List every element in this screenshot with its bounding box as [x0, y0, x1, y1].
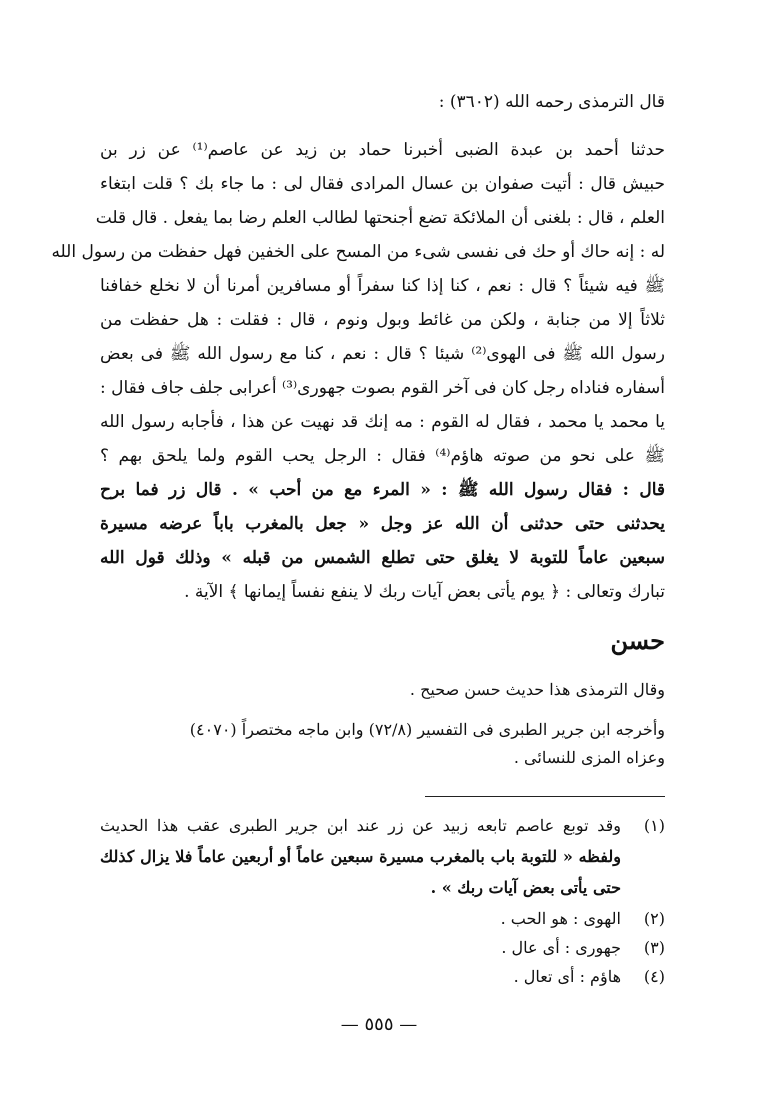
- footnote-number: (٤): [643, 967, 665, 986]
- footnote-text: وقد توبع عاصم تابعه زبيد عن زر عند ابن جرير الطبرى عقب هذا الحديث: [100, 816, 622, 835]
- hadith-line: رسول الله ﷺ فى الهوى⁽²⁾ شيئا ؟ قال : نعم ، كنا مع رسول الله ﷺ فى بعض: [100, 344, 665, 364]
- footnote-text: حتى يأتى بعض آيات ربك » .: [430, 878, 621, 897]
- note-line: وأخرجه ابن جرير الطبرى فى التفسير (٧٢/٨) وابن ماجه مختصراً (٤٠٧٠): [189, 720, 665, 739]
- footnote-text: جهورى : أى عال .: [501, 938, 621, 957]
- footnote-divider: [425, 796, 665, 797]
- footnote-text: ولفظه « للتوبة باب بالمغرب مسيرة سبعين عاماً أو أربعين عاماً فلا يزال كذلك: [100, 847, 621, 866]
- footnote-text: هاؤم : أى تعال .: [513, 967, 621, 986]
- hadith-line: العلم ، قال : بلغنى أن الملائكة تضع أجنحتها لطالب العلم رضا بما يفعل . قال قلت: [95, 208, 665, 228]
- footnote-number: (٢): [643, 909, 665, 928]
- hadith-line: ﷺ على نحو من صوته هاؤم⁽⁴⁾ فقال : الرجل يحب القوم ولما يلحق بهم ؟: [100, 446, 665, 466]
- hadith-line: ثلاثاً إلا من جنابة ، ولكن من غائط وبول ونوم ، قال : فقلت : هل حفظت من: [100, 310, 665, 330]
- hadith-line: حبيش قال : أتيت صفوان بن عسال المرادى فقال لى : ما جاء بك ؟ قلت ابتغاء: [100, 174, 665, 194]
- chapter-heading: قال الترمذى رحمه الله (٣٦٠٢) :: [438, 92, 665, 112]
- hadith-line: ﷺ فيه شيئاً ؟ قال : نعم ، كنا إذا كنا سفراً أو مسافرين أمرنا أن لا نخلع خفافنا: [100, 276, 665, 296]
- hadith-line: تبارك وتعالى : ﴿ يوم يأتى بعض آيات ربك لا ينفع نفساً إيمانها ﴾ الآية .: [184, 582, 665, 602]
- hadith-line: سبعين عاماً للتوبة لا يغلق حتى تطلع الشمس من قبله » وذلك قول الله: [100, 548, 665, 568]
- grade-label: حسن: [610, 626, 665, 655]
- footnote-number: (٣): [643, 938, 665, 957]
- hadith-line: أسفاره فناداه رجل كان فى آخر القوم بصوت جهورى⁽³⁾ أعرابى جلف جاف فقال :: [100, 378, 665, 398]
- hadith-line: له : إنه حاك أو حك فى نفسى شىء من المسح على الخفين فهل حفظت من رسول الله: [51, 242, 665, 262]
- footnote-text: الهوى : هو الحب .: [500, 909, 621, 928]
- page-number: — ٥٥٥ —: [340, 1014, 418, 1035]
- note-line: وقال الترمذى هذا حديث حسن صحيح .: [409, 680, 665, 699]
- hadith-line: حدثنا أحمد بن عبدة الضبى أخبرنا حماد بن زيد عن عاصم⁽¹⁾ عن زر بن: [100, 140, 666, 160]
- hadith-line: يا محمد يا محمد ، فقال له القوم : مه إنك قد نهيت عن هذا ، فأجابه رسول الله: [100, 412, 665, 432]
- hadith-line: يحدثنى حتى حدثنى أن الله عز وجل « جعل بالمغرب باباً عرضه مسيرة: [100, 514, 665, 534]
- footnote-number: (١): [643, 816, 665, 835]
- hadith-line: قال : فقال رسول الله ﷺ : « المرء مع من أحب » . قال زر فما برح: [100, 480, 665, 500]
- note-line: وعزاه المزى للنسائى .: [513, 748, 665, 767]
